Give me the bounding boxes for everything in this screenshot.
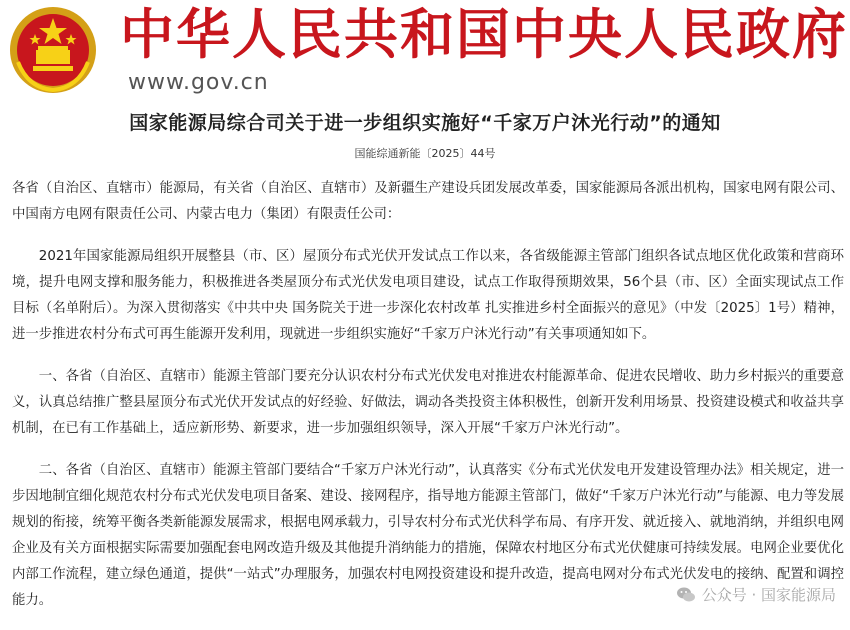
- watermark-text: 公众号 · 国家能源局: [701, 586, 836, 604]
- watermark: [676, 584, 836, 605]
- addressee-paragraph: 各省（自治区、直辖市）能源局，有关省（自治区、直辖市）及新疆生产建设兵团发展改革委，国家能源局各派出机构，国家电网有限公司、中国南方电网有限责任公司、内蒙古电力（集团）有限责任公司：: [12, 181, 844, 222]
- section-two-paragraph: 二、各省（自治区、直辖市）能源主管部门要结合“千家万户沐光行动”，认真落实《分布式光伏发电开发建设管理办法》相关规定，进一步因地制宜细化规范农村分布式光伏发电项目备案、建设、接网程序，指导地方能源主管部门，做好“千家万户沐光行动”与能源、电力等发展规划的衔接，统筹平衡各类新能源发展需求，根据电网承载力，引导农村分布式光伏科学布局、有序开发、就近接入、就地消纳，并组织电网企业及有关方面根据实际需要加强配套电网改造升级及其他提升消纳能力的措施，保障农村地区分布式光伏健康可持续发展。电网企业要优化内部工作流程，建立绿色通道，提供“一站式”办理服务，加强农村电网投资建设和提升改造，提高电网对分布式光伏发电的接纳、配置和调控能力。: [12, 463, 844, 608]
- wechat-icon: [676, 586, 696, 604]
- intro-paragraph: 2021年国家能源局组织开展整县（市、区）屋顶分布式光伏开发试点工作以来，各省级能源主管部门组织各试点地区优化政策和营商环境，提升电网支撑和服务能力，积极推进各类屋顶分布式光伏发电项目建设，试点工作取得预期效果，56个县（市、区）全面实现试点工作目标（名单附后）。为深入贯彻落实《中共中央 国务院关于进一步深化农村改革 扎实推进乡村全面振兴的意见》（中发〔2025〕1号）精神，进一步推进农村分布式可再生能源开发利用，现就进一步组织实施好“千家万户沐光行动”有关事项通知如下。: [12, 249, 844, 342]
- document-body: [12, 176, 844, 630]
- site-title: 中华人民共和国中央人民政府: [120, 2, 848, 66]
- site-url[interactable]: www.gov.cn: [128, 70, 269, 95]
- site-header: [0, 0, 850, 104]
- document-number: 国能综通新能〔2025〕44号: [354, 147, 496, 160]
- document-title: 国家能源局综合司关于进一步组织实施好“千家万户沐光行动”的通知: [129, 112, 721, 134]
- national-emblem-icon: [8, 4, 98, 96]
- section-one-paragraph: 一、各省（自治区、直辖市）能源主管部门要充分认识农村分布式光伏发电对推进农村能源革命、促进农民增收、助力乡村振兴的重要意义，认真总结推广整县屋顶分布式光伏开发试点的好经验、好做法，调动各类投资主体积极性，创新开发利用场景、投资建设模式和收益共享机制，在已有工作基础上，适应新形势、新要求，进一步加强组织领导，深入开展“千家万户沐光行动”。: [12, 369, 844, 436]
